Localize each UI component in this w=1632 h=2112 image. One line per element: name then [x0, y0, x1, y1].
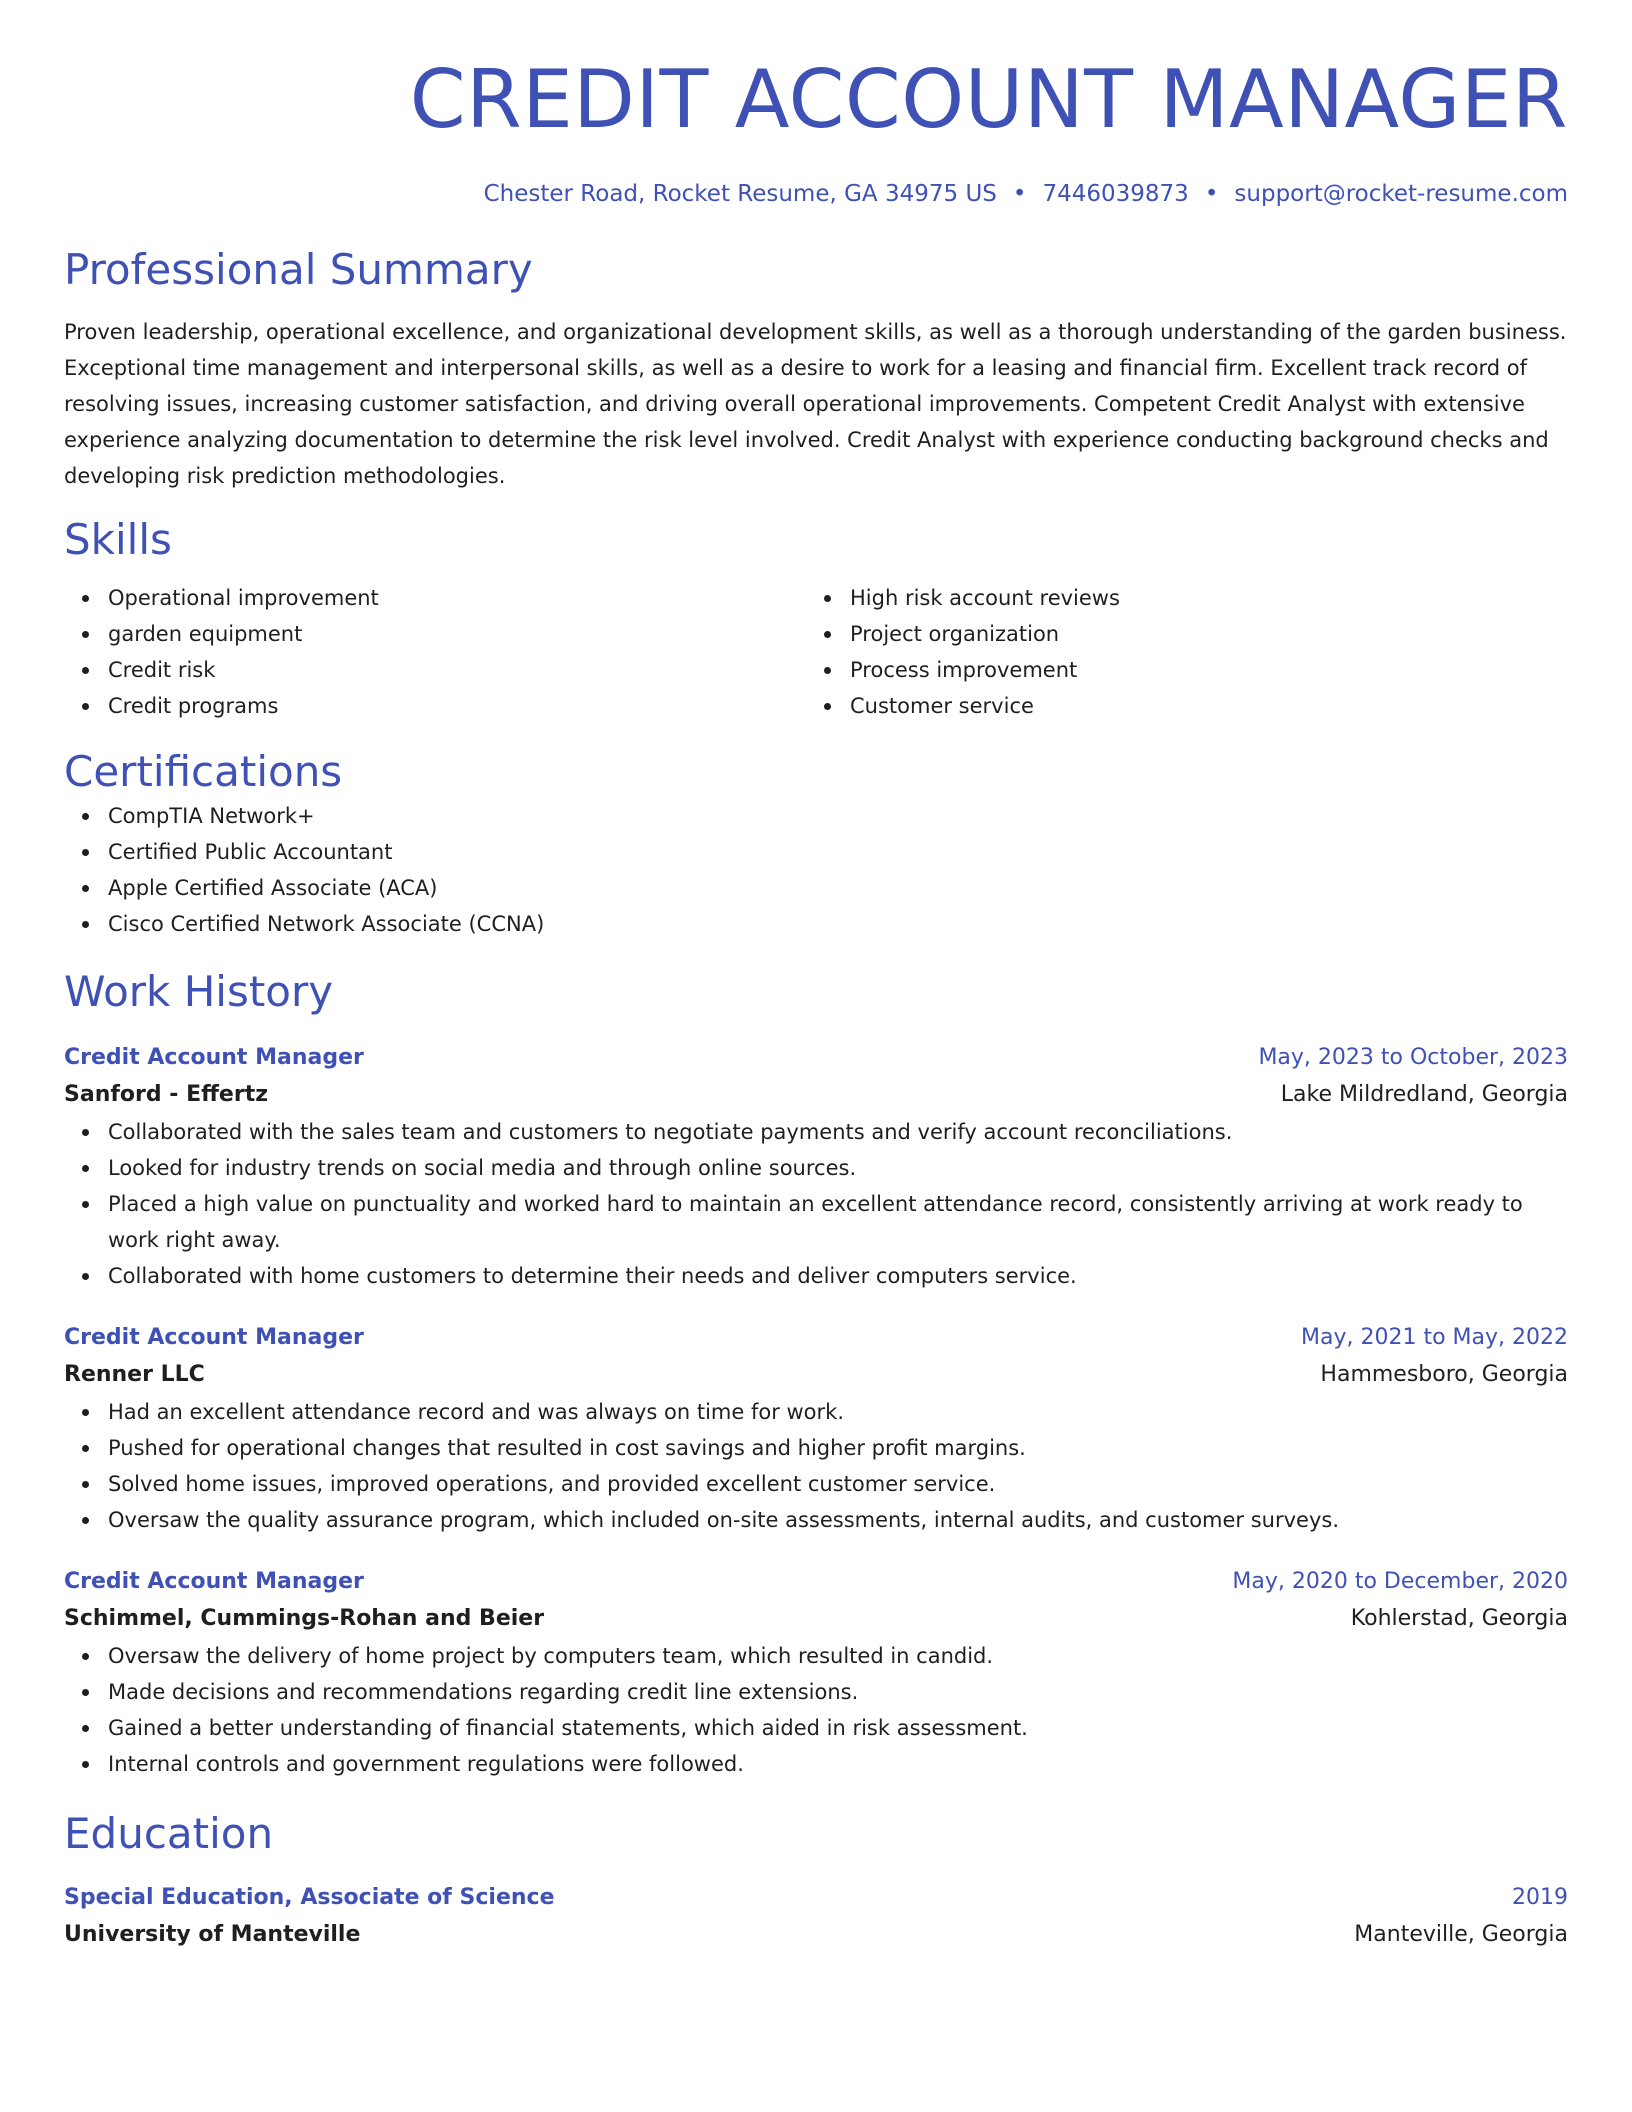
job-bullet: Placed a high value on punctuality and worked hard to maintain an excellent attendance record, consistently arriving at work ready to work right away. [108, 1186, 1568, 1258]
job-entry [64, 1320, 1568, 1538]
education-section [64, 1808, 1568, 1954]
certification-item: Cisco Certified Network Associate (CCNA) [108, 906, 1568, 942]
contact-line [64, 178, 1568, 210]
employer-name: Sanford - Effertz [64, 1082, 269, 1107]
job-bullets [64, 1638, 1568, 1782]
skill-item: Process improvement [850, 652, 1548, 688]
school-name: University of Manteville [64, 1922, 361, 1947]
job-bullet: Collaborated with the sales team and customers to negotiate payments and verify account reconciliations. [108, 1114, 1568, 1150]
skills-column-left [64, 580, 806, 724]
job-bullet: Gained a better understanding of financial statements, which aided in risk assessment. [108, 1710, 1568, 1746]
job-bullet: Oversaw the quality assurance program, which included on-site assessments, internal audits, and customer surveys. [108, 1502, 1568, 1538]
job-dates: May, 2023 to October, 2023 [1258, 1045, 1568, 1070]
job-bullet: Had an excellent attendance record and was always on time for work. [108, 1394, 1568, 1430]
skills-grid [64, 580, 1568, 724]
job-location: Hammesboro, Georgia [1320, 1362, 1568, 1387]
separator-dot: • [1012, 181, 1027, 207]
job-bullet: Internal controls and government regulations were followed. [108, 1746, 1568, 1782]
skill-item: High risk account reviews [850, 580, 1548, 616]
employer-name: Renner LLC [64, 1362, 205, 1387]
summary-text: Proven leadership, operational excellence, and organizational development skills, as well as a thorough understanding of the garden business. Exceptional time management and interpersonal skills, as well as a desire to work for a leasing and financial firm. Excellent track record of resolving issues, increasing customer satisfaction, and driving overall operational improvements. Competent Credit Analyst with extensive experience analyzing documentation to determine the risk level involved. Credit Analyst with experience conducting background checks and developing risk prediction methodologies. [64, 320, 1567, 488]
certification-item: Apple Certified Associate (ACA) [108, 870, 1568, 906]
skill-item: Credit risk [108, 652, 806, 688]
section-title-skills: Skills [64, 515, 172, 564]
section-title-work-history: Work History [64, 967, 334, 1016]
certifications-list [64, 798, 1568, 942]
section-title-summary: Professional Summary [64, 245, 533, 294]
job-dates: May, 2021 to May, 2022 [1301, 1325, 1568, 1350]
job-bullet: Oversaw the delivery of home project by computers team, which resulted in candid. [108, 1638, 1568, 1674]
job-location: Lake Mildredland, Georgia [1280, 1082, 1568, 1107]
work-history-section [64, 966, 1568, 1782]
graduation-year: 2019 [1512, 1885, 1568, 1910]
job-bullet: Collaborated with home customers to determine their needs and deliver computers service. [108, 1258, 1568, 1294]
certification-item: Certified Public Accountant [108, 834, 1568, 870]
skills-section [64, 514, 1568, 724]
page-title: CREDIT ACCOUNT MANAGER [409, 53, 1568, 146]
address-text: Chester Road, Rocket Resume, GA 34975 US [483, 181, 997, 207]
job-bullet: Made decisions and recommendations regarding credit line extensions. [108, 1674, 1568, 1710]
job-entry [64, 1564, 1568, 1782]
skill-item: Operational improvement [108, 580, 806, 616]
summary-section [64, 244, 1568, 494]
skill-item: Customer service [850, 688, 1548, 724]
job-bullets [64, 1114, 1568, 1294]
skill-item: garden equipment [108, 616, 806, 652]
job-bullet: Looked for industry trends on social media and through online sources. [108, 1150, 1568, 1186]
school-location: Manteville, Georgia [1354, 1922, 1568, 1947]
skills-column-right [806, 580, 1548, 724]
degree-title: Special Education, Associate of Science [64, 1885, 555, 1910]
employer-name: Schimmel, Cummings-Rohan and Beier [64, 1606, 545, 1631]
job-bullets [64, 1394, 1568, 1538]
job-title: Credit Account Manager [64, 1569, 364, 1594]
certification-item: CompTIA Network+ [108, 798, 1568, 834]
job-location: Kohlerstad, Georgia [1350, 1606, 1568, 1631]
skill-item: Credit programs [108, 688, 806, 724]
job-bullet: Solved home issues, improved operations, and provided excellent customer service. [108, 1466, 1568, 1502]
job-dates: May, 2020 to December, 2020 [1232, 1569, 1568, 1594]
certifications-section [64, 746, 1568, 942]
job-bullet: Pushed for operational changes that resulted in cost savings and higher profit margins. [108, 1430, 1568, 1466]
email-link[interactable]: support@rocket-resume.com [1234, 181, 1568, 207]
resume-header [64, 52, 1568, 210]
job-entry [64, 1040, 1568, 1294]
job-title: Credit Account Manager [64, 1325, 364, 1350]
phone-link[interactable]: 7446039873 [1042, 181, 1189, 207]
skill-item: Project organization [850, 616, 1548, 652]
section-title-education: Education [64, 1809, 274, 1858]
section-title-certifications: Certifications [64, 747, 343, 796]
education-entry [64, 1880, 1568, 1954]
job-title: Credit Account Manager [64, 1045, 364, 1070]
separator-dot: • [1204, 181, 1219, 207]
